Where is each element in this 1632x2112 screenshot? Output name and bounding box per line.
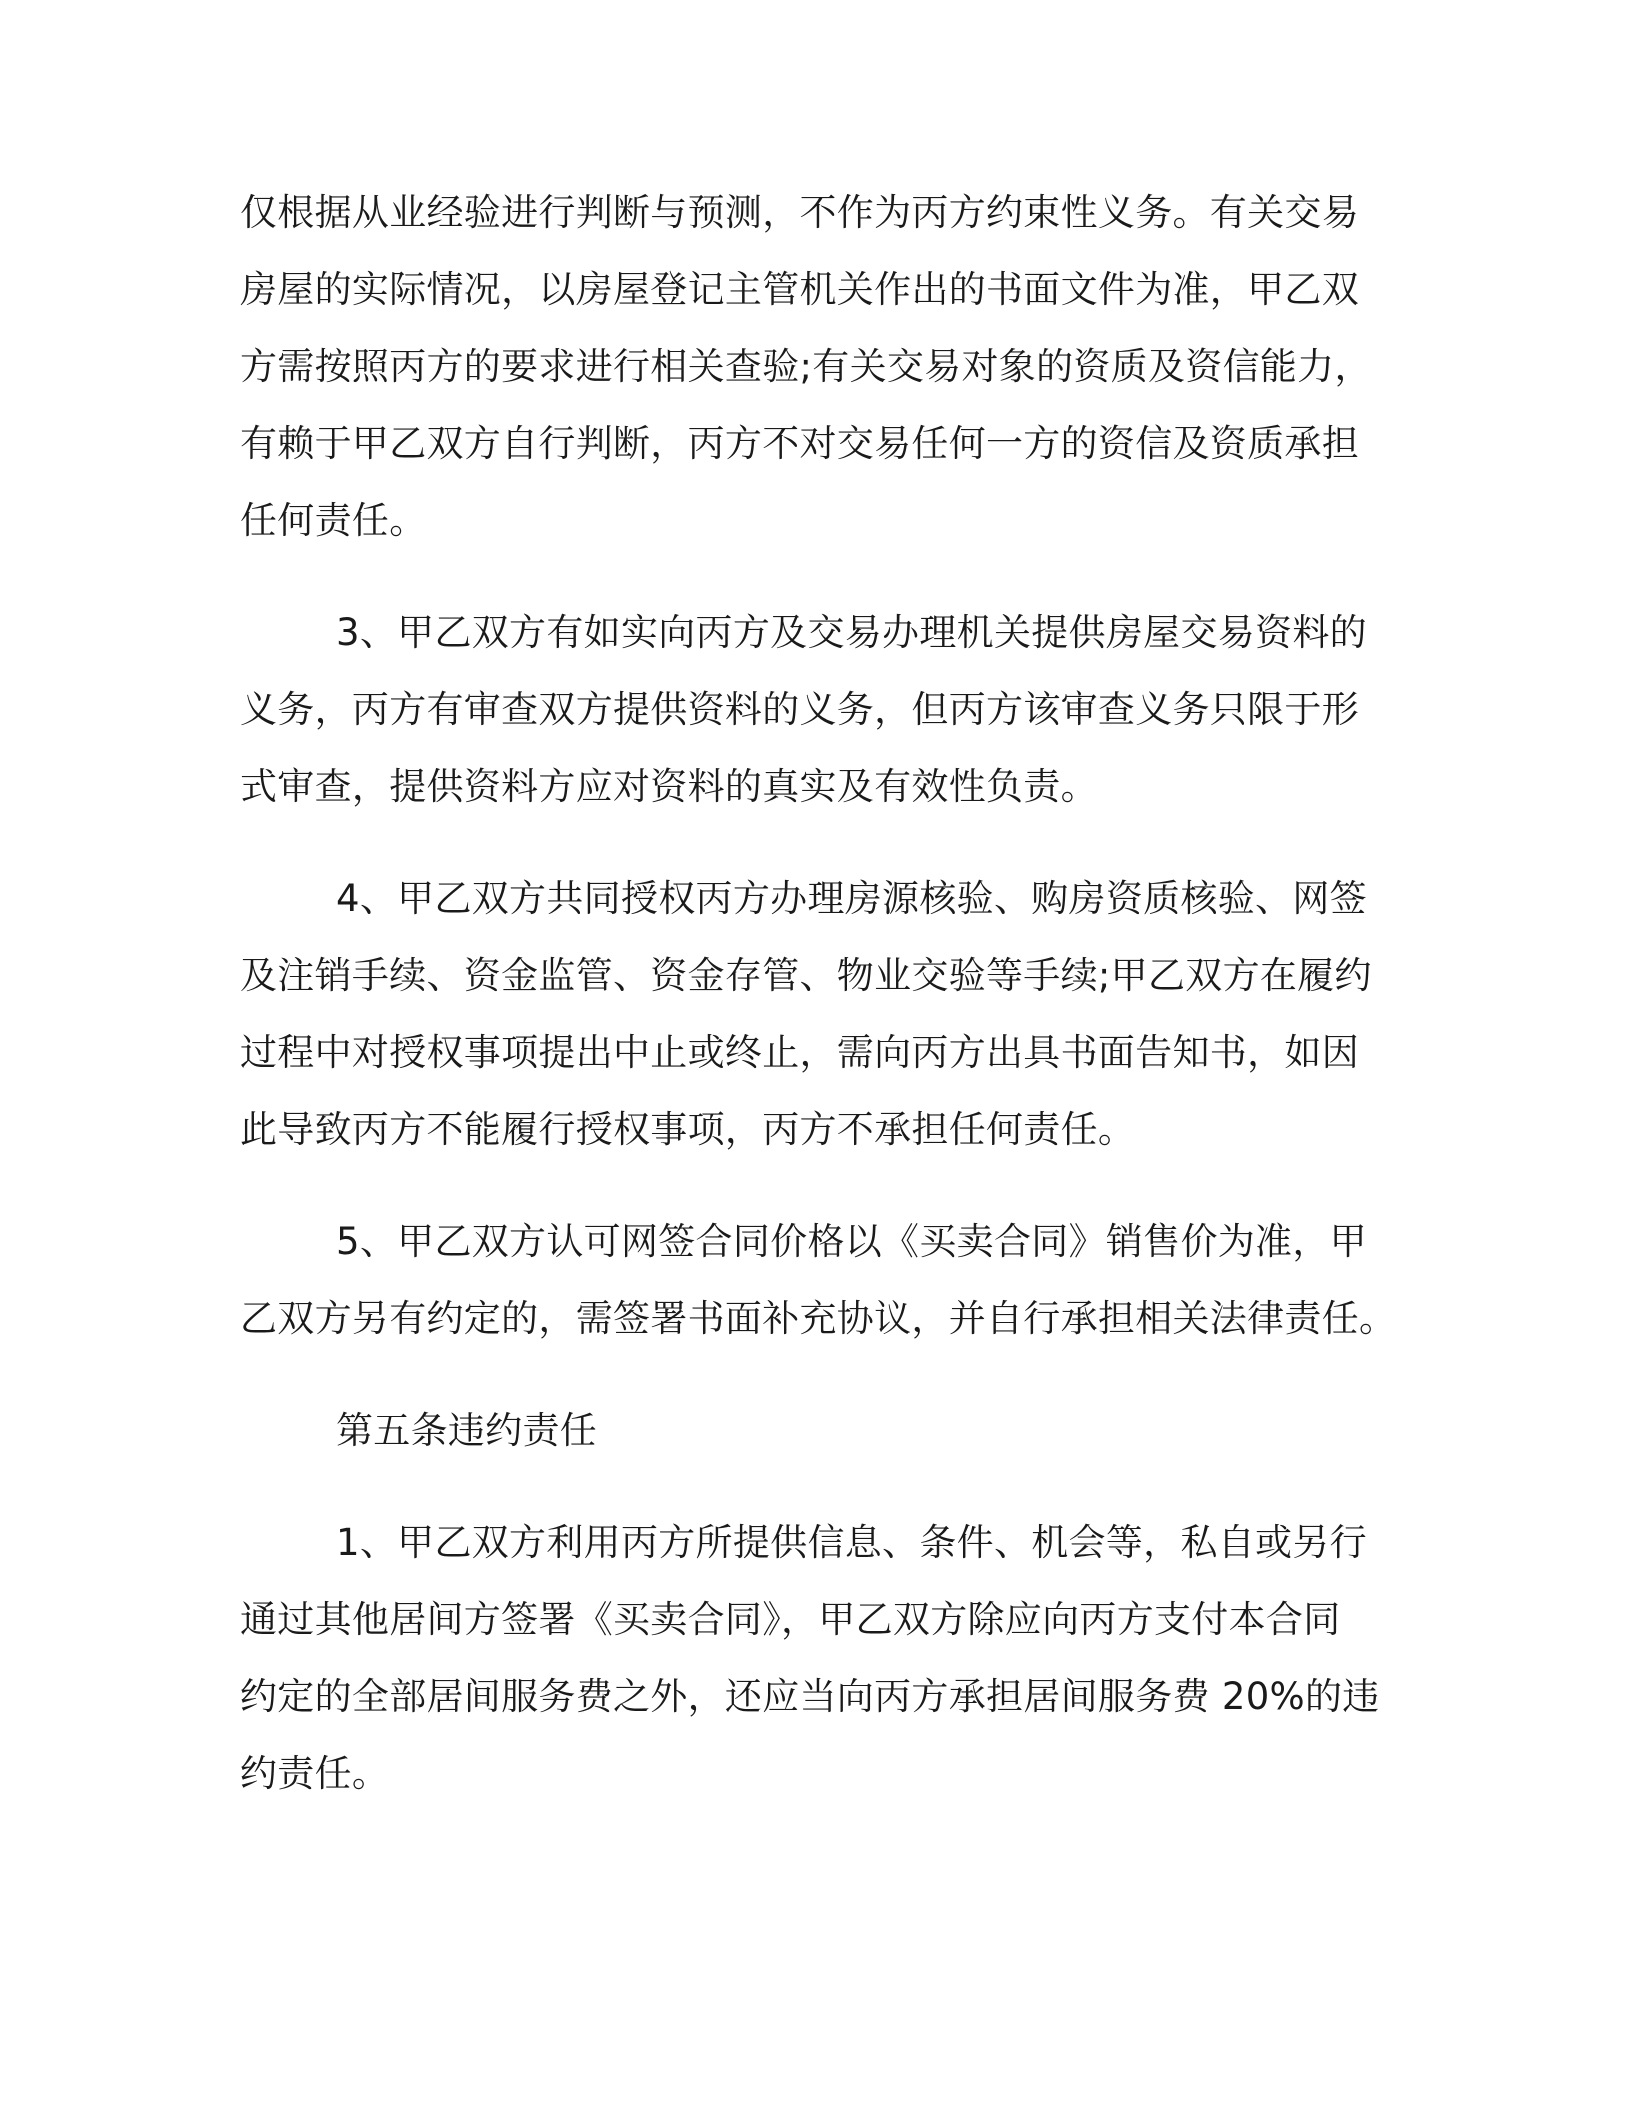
clause-5-line: 5、甲乙双方认可网签合同价格以《买卖合同》销售价为准，甲 bbox=[336, 1220, 1367, 1263]
paragraph-line: 式审查，提供资料方应对资料的真实及有效性负责。 bbox=[240, 765, 1098, 808]
clause-4-line: 4、甲乙双方共同授权丙方办理房源核验、购房资质核验、网签 bbox=[336, 877, 1367, 920]
clause-3-line: 3、甲乙双方有如实向丙方及交易办理机关提供房屋交易资料的 bbox=[336, 611, 1367, 654]
paragraph-line: 约责任。 bbox=[240, 1752, 390, 1795]
paragraph-line: 过程中对授权事项提出中止或终止，需向丙方出具书面告知书，如因 bbox=[240, 1031, 1359, 1074]
paragraph-line: 通过其他居间方签署《买卖合同》，甲乙双方除应向丙方支付本合同 bbox=[240, 1598, 1341, 1641]
paragraph-line: 房屋的实际情况，以房屋登记主管机关作出的书面文件为准，甲乙双 bbox=[240, 268, 1359, 311]
section-heading: 第五条违约责任 bbox=[336, 1409, 598, 1452]
paragraph-line: 仅根据从业经验进行判断与预测，不作为丙方约束性义务。有关交易 bbox=[240, 191, 1359, 234]
paragraph-line: 任何责任。 bbox=[240, 499, 427, 542]
paragraph-line: 约定的全部居间服务费之外，还应当向丙方承担居间服务费 20%的违 bbox=[240, 1675, 1380, 1718]
paragraph-line: 及注销手续、资金监管、资金存管、物业交验等手续;甲乙双方在履约 bbox=[240, 954, 1372, 997]
paragraph-line: 义务，丙方有审查双方提供资料的义务，但丙方该审查义务只限于形 bbox=[240, 688, 1359, 731]
paragraph-line: 乙双方另有约定的，需签署书面补充协议，并自行承担相关法律责任。 bbox=[240, 1297, 1397, 1340]
paragraph-line: 有赖于甲乙双方自行判断，丙方不对交易任何一方的资信及资质承担 bbox=[240, 422, 1359, 465]
paragraph-line: 方需按照丙方的要求进行相关查验;有关交易对象的资质及资信能力， bbox=[240, 345, 1372, 388]
paragraph-line: 此导致丙方不能履行授权事项，丙方不承担任何责任。 bbox=[240, 1108, 1136, 1151]
breach-clause-1-line: 1、甲乙双方利用丙方所提供信息、条件、机会等，私自或另行 bbox=[336, 1521, 1367, 1564]
